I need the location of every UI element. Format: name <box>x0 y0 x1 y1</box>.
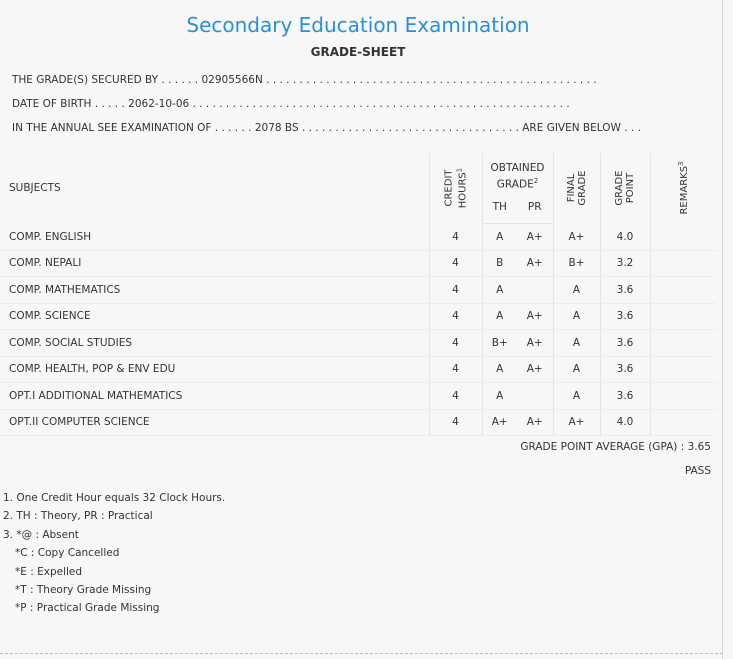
practical-grade-cell: A+ <box>517 303 553 330</box>
footnotes <box>3 492 225 621</box>
grades-table <box>0 153 716 436</box>
theory-grade-cell: B <box>482 250 517 277</box>
grade-sheet-heading: GRADE-SHEET <box>310 45 406 59</box>
final-grade-header-line1: FINAL <box>565 173 577 203</box>
grade-point-cell: 3.6 <box>600 277 650 304</box>
footnote-item: 3. *@ : Absent <box>3 528 79 541</box>
obtained-grade-header-line1: OBTAINED <box>490 161 545 174</box>
exam-line <box>12 122 641 134</box>
credit-hours-cell: 4 <box>429 383 482 410</box>
obtained-grade-header <box>482 153 553 191</box>
practical-grade-cell: A+ <box>517 250 553 277</box>
credit-hours-cell: 4 <box>429 409 482 436</box>
final-grade-cell: B+ <box>553 250 600 277</box>
remarks-cell <box>650 356 716 383</box>
grade-point-header-line2: POINT <box>625 173 636 204</box>
subjects-header: SUBJECTS <box>9 182 61 195</box>
grade-point-cell: 3.6 <box>600 383 650 410</box>
remarks-cell <box>650 250 716 277</box>
credit-hours-cell: 4 <box>429 277 482 304</box>
table-row <box>0 250 716 277</box>
obtained-grade-header-line2: GRADE <box>496 178 534 190</box>
credit-hours-header <box>429 153 482 224</box>
grade-point-cell: 4.0 <box>600 409 650 436</box>
theory-grade-cell: A <box>482 356 517 383</box>
date-of-birth-label: DATE OF BIRTH . . . . . <box>12 98 125 110</box>
practical-grade-cell: A+ <box>517 330 553 357</box>
credit-hours-cell: 4 <box>429 303 482 330</box>
footnote-marker: 3 <box>677 161 686 167</box>
final-grade-cell: A <box>553 330 600 357</box>
table-row <box>0 330 716 357</box>
page-right-border <box>722 0 723 659</box>
credit-hours-cell: 4 <box>429 250 482 277</box>
footnote-marker: 2 <box>533 176 539 185</box>
final-grade-header-line2: GRADE <box>576 170 588 206</box>
practical-grade-cell <box>517 277 553 304</box>
final-grade-cell: A <box>553 383 600 410</box>
grades-secured-by-label: THE GRADE(S) SECURED BY . . . . . . <box>12 74 199 86</box>
final-grade-cell: A+ <box>553 409 600 436</box>
remarks-cell <box>650 303 716 330</box>
subject-cell: COMP. SOCIAL STUDIES <box>0 330 429 357</box>
remarks-header <box>650 153 716 224</box>
table-row <box>0 356 716 383</box>
practical-grade-cell: A+ <box>517 409 553 436</box>
table-row <box>0 409 716 436</box>
final-grade-cell: A+ <box>553 224 600 251</box>
footnote-item: 2. TH : Theory, PR : Practical <box>3 510 153 523</box>
practical-header: PR <box>517 191 553 224</box>
footnote-item: 1. One Credit Hour equals 32 Clock Hours. <box>3 492 226 504</box>
result-status: PASS <box>684 465 711 477</box>
credit-hours-cell: 4 <box>429 330 482 357</box>
theory-grade-cell: B+ <box>482 330 517 357</box>
table-row <box>0 303 716 330</box>
final-grade-cell: A <box>553 356 600 383</box>
subject-cell: OPT.I ADDITIONAL MATHEMATICS <box>0 383 429 410</box>
gpa-label: GRADE POINT AVERAGE (GPA) : <box>520 441 685 453</box>
symbol-number: 02905566N <box>201 74 263 86</box>
footnote-marker: 1 <box>454 168 463 173</box>
credit-hours-header-line1: CREDIT <box>442 169 454 207</box>
gpa-value: 3.65 <box>687 441 711 453</box>
grade-point-cell: 3.6 <box>600 303 650 330</box>
exam-suffix: . . . . . . . . . . . . . . . . . . . . . . . . . . . . . . . . . ARE GIVEN BELOW . . . <box>301 122 641 134</box>
dotted-filler: . . . . . . . . . . . . . . . . . . . . . . . . . . . . . . . . . . . . . . . . . . . . . . . . . . . . . . . . . <box>192 98 570 110</box>
remarks-cell <box>650 383 716 410</box>
subject-cell: COMP. ENGLISH <box>0 224 429 251</box>
subject-cell: COMP. HEALTH, POP & ENV EDU <box>0 356 429 383</box>
theory-grade-cell: A <box>482 277 517 304</box>
theory-header: TH <box>482 191 517 224</box>
theory-grade-cell: A <box>482 303 517 330</box>
date-of-birth-line <box>12 98 570 110</box>
subject-cell: OPT.II COMPUTER SCIENCE <box>0 409 429 436</box>
subject-cell: COMP. MATHEMATICS <box>0 277 429 304</box>
grade-point-cell: 3.6 <box>600 330 650 357</box>
footnote-item: *C : Copy Cancelled <box>15 547 120 560</box>
remarks-cell <box>650 277 716 304</box>
theory-grade-cell: A <box>482 224 517 251</box>
remarks-cell <box>650 330 716 357</box>
exam-label: IN THE ANNUAL SEE EXAMINATION OF . . . . . . <box>12 122 252 134</box>
credit-hours-header-line2: HOURS <box>457 172 469 209</box>
credit-hours-cell: 4 <box>429 224 482 251</box>
grade-point-cell: 3.2 <box>600 250 650 277</box>
date-of-birth-value: 2062-10-06 <box>128 98 190 110</box>
bottom-divider <box>0 653 723 654</box>
remarks-cell <box>650 409 716 436</box>
practical-grade-cell: A+ <box>517 356 553 383</box>
table-row <box>0 224 716 251</box>
theory-grade-cell: A+ <box>482 409 517 436</box>
final-grade-cell: A <box>553 277 600 304</box>
table-row <box>0 383 716 410</box>
subject-cell: COMP. NEPALI <box>0 250 429 277</box>
credit-hours-cell: 4 <box>429 356 482 383</box>
practical-grade-cell <box>517 383 553 410</box>
remarks-cell <box>650 224 716 251</box>
theory-grade-cell: A <box>482 383 517 410</box>
grade-point-cell: 4.0 <box>600 224 650 251</box>
grade-point-cell: 3.6 <box>600 356 650 383</box>
gpa-line <box>520 441 711 453</box>
exam-year: 2078 BS <box>254 122 299 134</box>
footnote-item: *E : Expelled <box>15 565 83 578</box>
grade-point-header <box>600 153 650 224</box>
practical-grade-cell: A+ <box>517 224 553 251</box>
grade-point-header-line1: GRADE <box>614 170 625 206</box>
final-grade-header <box>553 153 600 224</box>
footnote-item: *P : Practical Grade Missing <box>15 602 160 615</box>
remarks-header-label: REMARKS <box>679 166 691 215</box>
footnote-item: *T : Theory Grade Missing <box>15 583 152 596</box>
dotted-filler: . . . . . . . . . . . . . . . . . . . . . . . . . . . . . . . . . . . . . . . . . . . . . . . . . . <box>266 74 597 86</box>
table-row <box>0 277 716 304</box>
subject-cell: COMP. SCIENCE <box>0 303 429 330</box>
final-grade-cell: A <box>553 303 600 330</box>
grades-secured-by-line <box>12 74 597 86</box>
page-title: Secondary Education Examination <box>186 13 530 37</box>
